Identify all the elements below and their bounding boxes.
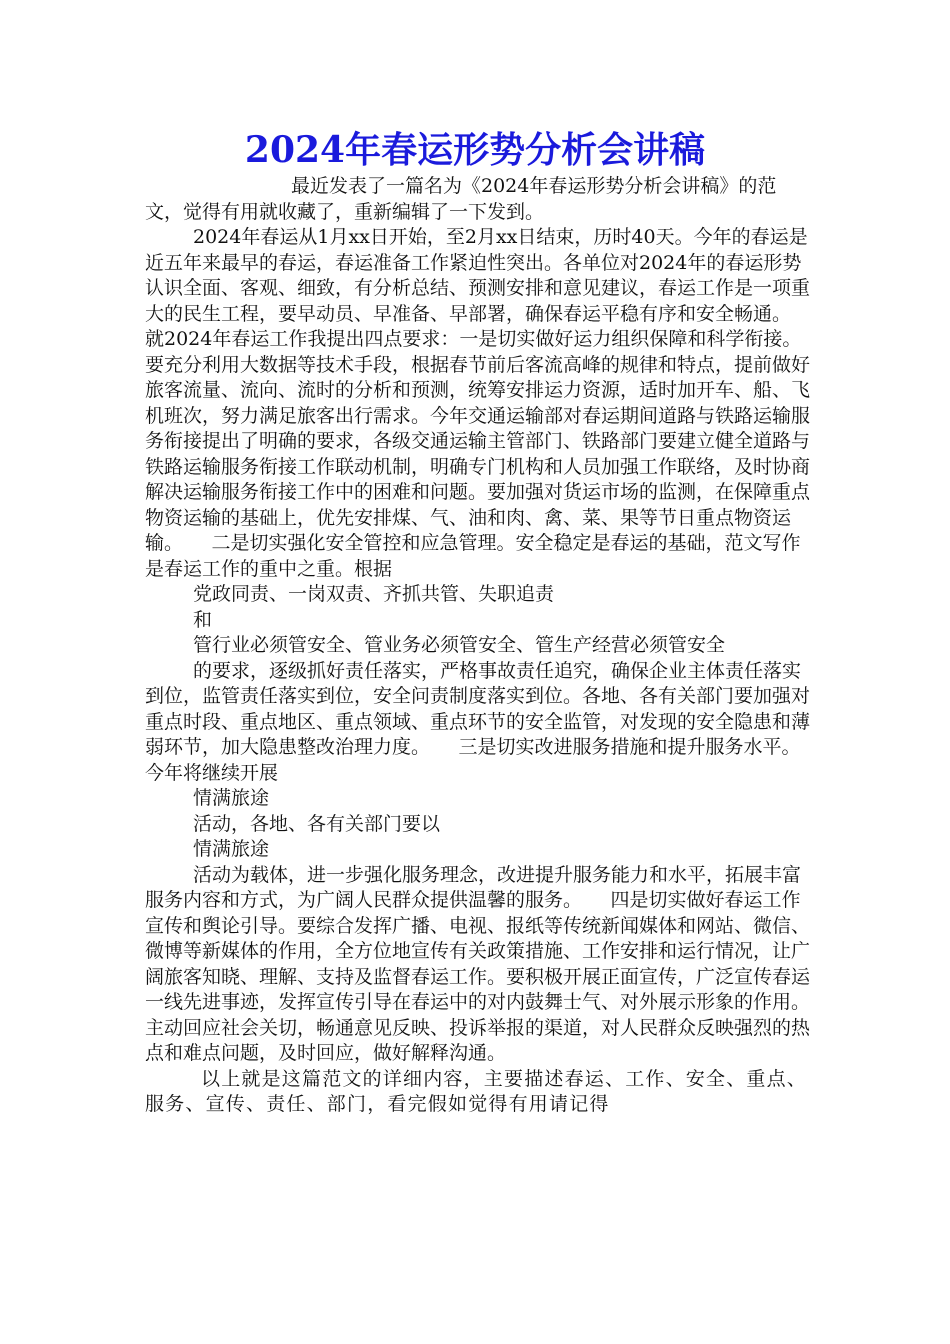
body-paragraph: 活动为载体，进一步强化服务理念，改进提升服务能力和水平，拓展丰富服务内容和方式，为广阔人民群众提供温馨的服务。 四是切实做好春运工作宣传和舆论引导。要综合发挥广播、电视、报纸等传统新闻媒体和网站、微信、微博等新媒体的作用，全方位地宣传有关政策措施、工作安排和运行情况，让广阔旅客知晓、理解、支持及监督春运工作。要积极开展正面宣传，广泛宣传春运一线先进事迹，发挥宣传引导在春运中的对内鼓舞士气、对外展示形象的作用。主动回应社会关切，畅通意见反映、投诉举报的渠道，对人民群众反映强烈的热点和难点问题，及时回应，做好解释沟通。 <box>145 863 811 1064</box>
quoted-phrase: 情满旅途 <box>193 787 270 809</box>
body-paragraph: 的要求，逐级抓好责任落实，严格事故责任追究，确保企业主体责任落实到位，监管责任落实到位，安全问责制度落实到位。各地、各有关部门要加强对重点时段、重点地区、重点领域、重点环节的安全监管，对发现的安全隐患和薄弱环节，加大隐患整改治理力度。 三是切实改进服务措施和提升服务水平。今年将继续开展 <box>145 659 811 784</box>
closing-paragraph: 以上就是这篇范文的详细内容，主要描述春运、工作、安全、重点、服务、宣传、责任、部门，看完假如觉得有用请记得 <box>145 1067 808 1115</box>
document-title: 2024年春运形势分析会讲稿 <box>244 129 706 171</box>
quoted-phrase: 情满旅途 <box>193 838 270 860</box>
intro-paragraph: 最近发表了一篇名为《2024年春运形势分析会讲稿》的范文，觉得有用就收藏了，重新编辑了一下发到。 <box>145 175 777 223</box>
document-body <box>145 174 820 1118</box>
quoted-phrase: 管行业必须管安全、管业务必须管安全、管生产经营必须管安全 <box>193 634 726 656</box>
conjunction-line: 和 <box>193 608 213 631</box>
quoted-phrase: 党政同责、一岗双责、齐抓共管、失职追责 <box>193 583 555 605</box>
body-paragraph: 2024年春运从1月xx日开始，至2月xx日结束，历时40天。今年的春运是近五年来最早的春运，春运准备工作紧迫性突出。各单位对2024年的春运形势认识全面、客观、细致，有分析总结、预测安排和意见建议，春运工作是一项重大的民生工程，要早动员、早准备、早部署，确保春运平稳有序和安全畅通。 就2024年春运工作我提出四点要求：一是切实做好运力组织保障和科学衔接。要充分利用大数据等技术手段，根据春节前后客流高峰的规律和特点，提前做好旅客流量、流向、流时的分析和预测，统筹安排运力资源，适时加开车、船、飞机班次，努力满足旅客出行需求。今年交通运输部对春运期间道路与铁路运输服务衔接提出了明确的要求，各级交通运输主管部门、铁路部门要建立健全道路与铁路运输服务衔接工作联动机制，明确专门机构和人员加强工作联络，及时协商解决运输服务衔接工作中的困难和问题。要加强对货运市场的监测，在保障重点物资运输的基础上，优先安排煤、气、油和肉、禽、菜、果等节日重点物资运输。 二是切实强化安全管控和应急管理。安全稳定是春运的基础，范文写作是春运工作的重中之重。根据 <box>145 226 820 580</box>
body-line: 活动，各地、各有关部门要以 <box>193 812 441 835</box>
